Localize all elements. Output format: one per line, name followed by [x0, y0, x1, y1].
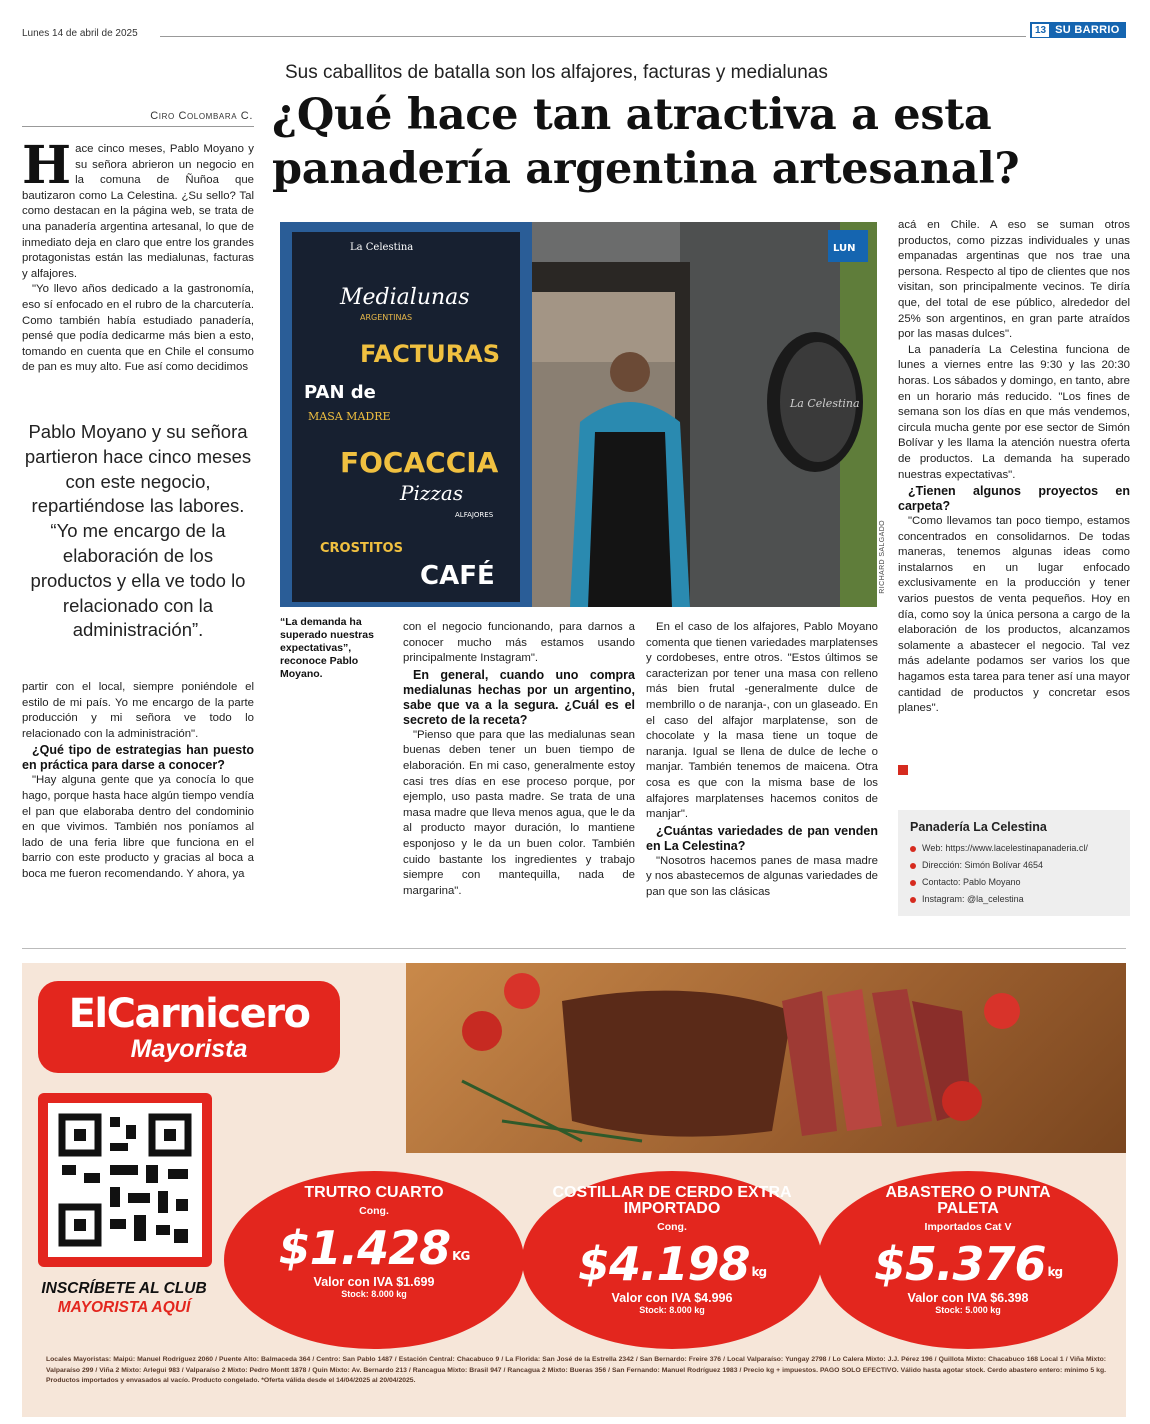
offer-price	[522, 1237, 822, 1291]
info-item-address	[910, 857, 1118, 874]
offer-1	[224, 1171, 524, 1349]
sign-alfajores: ALFAJORES	[455, 511, 494, 519]
info-list	[910, 840, 1118, 908]
paragraph: con el negocio funcionando, para darnos a conocer mucho más estamos usando principalmente Instagram".	[403, 621, 635, 665]
info-item-instagram	[910, 891, 1118, 908]
column-1-bottom	[22, 680, 254, 883]
section-tag	[1030, 22, 1126, 38]
drop-cap: H	[22, 135, 72, 196]
info-item-text: Dirección: Simón Bolívar 4654	[922, 860, 1044, 870]
paragraph: partir con el local, siempre poniéndole el estilo de mi país. Yo me encargo de la parte producción y mi señora ve todo lo relacionado con la administración".	[22, 681, 254, 740]
offer-name: TRUTRO CUARTO	[304, 1184, 444, 1201]
column-1-top	[22, 135, 254, 412]
page-date: Lunes 14 de abril de 2025	[22, 28, 138, 39]
column-2	[403, 620, 635, 899]
question: ¿Cuántas variedades de pan venden en La Celestina?	[646, 823, 878, 853]
byline: Ciro Colombara C.	[150, 110, 253, 122]
info-box-title: Panadería La Celestina	[910, 820, 1047, 834]
end-mark-icon	[898, 765, 908, 775]
brand-logo	[38, 981, 340, 1073]
photo-credit: RICHARD SALGADO	[879, 520, 886, 594]
byline-rule	[22, 126, 254, 127]
steak-illustration	[442, 971, 1062, 1147]
paragraph: "Nosotros hacemos panes de masa madre y nos abastecemos de algunas variedades de pan que son las clásicas	[646, 854, 878, 898]
info-item-text: Contacto: Pablo Moyano	[922, 877, 1021, 887]
paragraph: acá en Chile. A eso se suman otros productos, como pizzas individuales y unas empanadas argentinas que nos trae una persona. Respecto al tipo de clientes que nos visitan, son principalmente vecinos. Te diría que, del total de ese público, alrededor del 25% son argentinos, en gran parte atraídos por las masas dulces".	[898, 219, 1130, 341]
paragraph: "Hay alguna gente que ya conocía lo que hago, porque hasta hace algún tiempo vendía el pan que elaboraba dentro del condominio en que vivimos. También nos poníamos al lado de una feria libre que funciona en el barrio con este producto y gracias al boca a boca me fueron recomendando. Y ahora, ya	[22, 774, 254, 880]
ad-rule	[22, 948, 1126, 949]
article-photo	[280, 222, 877, 607]
offer-3	[818, 1171, 1118, 1349]
price-unit: kg	[1047, 1265, 1063, 1279]
bullet-icon	[910, 897, 916, 903]
offer-iva: Valor con IVA $4.996	[611, 1291, 733, 1305]
offer-note: Cong.	[359, 1205, 389, 1217]
info-box	[898, 810, 1130, 916]
price-unit: kg	[751, 1265, 767, 1279]
price-unit: KG	[452, 1249, 470, 1263]
intro-text: ace cinco meses, Pablo Moyano y su señora abrieron un negocio en la comuna de Ñuñoa que bautizaron como La Celestina. ¿Su sello? Tal como destacan en la página web, se trata de una panadería argentina artesanal, lo que de inmediato deja en claro que entre los grandes protagonistas están las medialunas, facturas y alfajores.	[22, 143, 254, 280]
price-value: $4.198	[577, 1237, 750, 1291]
sign-medialunas: Medialunas	[340, 285, 470, 310]
bullet-icon	[910, 846, 916, 852]
advertisement	[22, 963, 1126, 1417]
sign-argentinas: ARGENTINAS	[360, 313, 413, 322]
sign-facturas: FACTURAS	[360, 340, 501, 368]
question: En general, cuando uno compra medialunas hechas por un argentino, sabe que va a la segura. ¿Cuál es el secreto de la receta?	[403, 667, 635, 727]
paragraph: "Pienso que para que las medialunas sean buenas deben tener un buen tiempo de elaboración. En mi caso, generalmente estoy casi tres días en ese proceso porque, por ejemplo, uso pasta madre. Se trata de una masa madre que lleva menos agua, que le da al producto mayor duración, lo mantiene esponjoso y le da un buen color. También cuido bastante los ingredientes y trabajo siempre con mantequilla, nada de margarina".	[403, 728, 635, 897]
offer-price	[224, 1221, 524, 1275]
column-3	[646, 620, 878, 901]
headline: ¿Qué hace tan atractiva a esta panadería argentina artesanal?	[272, 90, 1020, 194]
club-signup[interactable]	[36, 1279, 212, 1317]
sign-pan-de: PAN de	[304, 382, 376, 403]
info-item-contact	[910, 874, 1118, 891]
photo-caption: “La demanda ha superado nuestras expectativas”, reconoce Pablo Moyano.	[280, 616, 374, 680]
page-number: 13	[1032, 24, 1049, 37]
sign-pizzas: Pizzas	[400, 481, 464, 505]
offer-iva: Valor con IVA $1.699	[313, 1275, 435, 1289]
offer-note: Cong.	[657, 1221, 687, 1233]
question: ¿Qué tipo de estrategias han puesto en práctica para darse a conocer?	[22, 743, 254, 773]
offer-2	[522, 1171, 822, 1349]
bullet-icon	[910, 863, 916, 869]
info-item-text: Instagram: @la_celestina	[922, 894, 1024, 904]
lun-tag: LUN	[833, 243, 856, 254]
club-line-1: INSCRÍBETE AL CLUB	[41, 1280, 207, 1297]
brand-subtitle: Mayorista	[130, 1035, 248, 1063]
offer-name: COSTILLAR DE CERDO EXTRA IMPORTADO	[552, 1184, 792, 1217]
price-value: $1.428	[278, 1221, 451, 1275]
paragraph: "Yo llevo años dedicado a la gastronomía, eso sí enfocado en el rubro de la charcutería. Como también había estudiado panadería, pensé que podía dedicarme más bien a esto, tomando en cuenta que en Chile el consumo de pan es muy alto. Fue así como decidimos	[22, 283, 254, 374]
info-item-text: Web: https://www.lacelestinapanaderia.cl/	[922, 843, 1088, 853]
brand-name: ElCarnicero	[68, 991, 310, 1037]
pull-quote: Pablo Moyano y su señora partieron hace cinco meses con este negocio, repartiéndose las labores. “Yo me encargo de la elaboración de los productos y ella ve todo lo relacionado con la administración”.	[24, 421, 252, 641]
sign-masa-madre: MASA MADRE	[308, 410, 391, 423]
offer-stock: Stock: 5.000 kg	[935, 1305, 1001, 1315]
offer-name: ABASTERO O PUNTA PALETA	[885, 1184, 1051, 1217]
paragraph: En el caso de los alfajores, Pablo Moyano comenta que tienen variedades marplatenses y cordobeses, entre otros. "Estos últimos se caracterizan por tener una masa con relleno más bien frutal -generalmente dulce de membrillo o de naranja-, con un glaseado. En el caso del alfajor marplatense, son de chocolate y la masa tiene un toque de naranja. Igual se llena de dulce de leche o manjar. También tenemos de maicena. Otra cosa es que con la misma base de los alfajores marplatenses hacemos conitos de manjar".	[646, 621, 878, 821]
ad-legal-text: Locales Mayoristas: Maipú: Manuel Rodríguez 2060 / Puente Alto: Balmaceda 364 / Centro: San Pablo 1487 / Estación Central: Chacabuco 9 / La Florida: San José de la Estrella 2342 / San Bernardo: Freire 376 / Local Valparaíso: Yungay 2798 / Lo Calera Mixto: J.J. Pérez 196 / Quillota Mixto: Chacabuco 168 Local 1 / Viña Mixto: Valparaíso 299 / Viña 2 Mixto: Arlegui 983 / Valparaíso 2 Mixto: Pedro Montt 1878 / Quin Mixto: Av. Bernardo 213 / Rancagua Mixto: Brasil 947 / Rancagua 2 Mixto: Bueras 356 / San Fernando: Manuel Rodríguez 1983 / Precio kg + impuestos. PAGO SOLO EFECTIVO. Válido hasta agotar stock. Cerdo abastero entero: mínimo 5 kg. Productos importados y envasados al vacío. Producto congelado. *Oferta válida desde el 14/04/2025 al 20/04/2025.	[46, 1356, 1106, 1385]
info-item-web	[910, 840, 1118, 857]
question: ¿Tienen algunos proyectos en carpeta?	[898, 484, 1130, 514]
offer-stock: Stock: 8.000 kg	[341, 1289, 407, 1299]
offer-stock: Stock: 8.000 kg	[639, 1305, 705, 1315]
kicker: Sus caballitos de batalla son los alfajores, facturas y medialunas	[285, 62, 828, 83]
offer-price	[818, 1237, 1118, 1291]
column-4	[898, 218, 1130, 717]
paragraph: La panadería La Celestina funciona de lunes a viernes entre las 9:30 y las 20:30 horas. Los sábados y domingo, en tanto, abre en un horario más reducido. "Los fines de semana son los días en que más vendemos, circula mucha gente por ese sector de Simón Bolívar y les llama la atención nuestra oferta de productos. La demanda ha superado nuestras expectativas".	[898, 343, 1130, 481]
intro-paragraph	[22, 135, 254, 282]
sign-cafe: CAFÉ	[420, 561, 495, 591]
header-rule	[160, 36, 1026, 37]
qr-code[interactable]	[38, 1093, 212, 1267]
offer-iva: Valor con IVA $6.398	[907, 1291, 1029, 1305]
round-sign-text: La Celestina	[790, 397, 860, 410]
section-name: SU BARRIO	[1055, 24, 1120, 36]
offer-note: Importados Cat V	[924, 1221, 1012, 1233]
qr-code-image	[48, 1103, 202, 1257]
sign-crostitos: CROSTITOS	[320, 541, 403, 556]
bakery-storefront-illustration	[280, 222, 877, 607]
bullet-icon	[910, 880, 916, 886]
sign-top: La Celestina	[350, 242, 414, 253]
qr-pattern	[48, 1103, 202, 1257]
sign-focaccia: FOCACCIA	[340, 446, 499, 479]
paragraph: "Como llevamos tan poco tiempo, estamos concentrados en consolidarnos. De todas maneras, tenemos algunas ideas como instalarnos en un lugar enfocado exclusivamente en la producción y tener varios puestos de venta pequeños. Hoy en día, como soy la única persona a cargo de la elaboración de los productos, alcanzamos solamente a abastecer el negocio. Tal vez más adelante podamos ser varios los que hagamos esta tarea para tener así una mayor cantidad de productos y concretar esos planes".	[898, 515, 1130, 715]
club-line-2: MAYORISTA AQUÍ	[57, 1299, 191, 1316]
price-value: $5.376	[873, 1237, 1046, 1291]
